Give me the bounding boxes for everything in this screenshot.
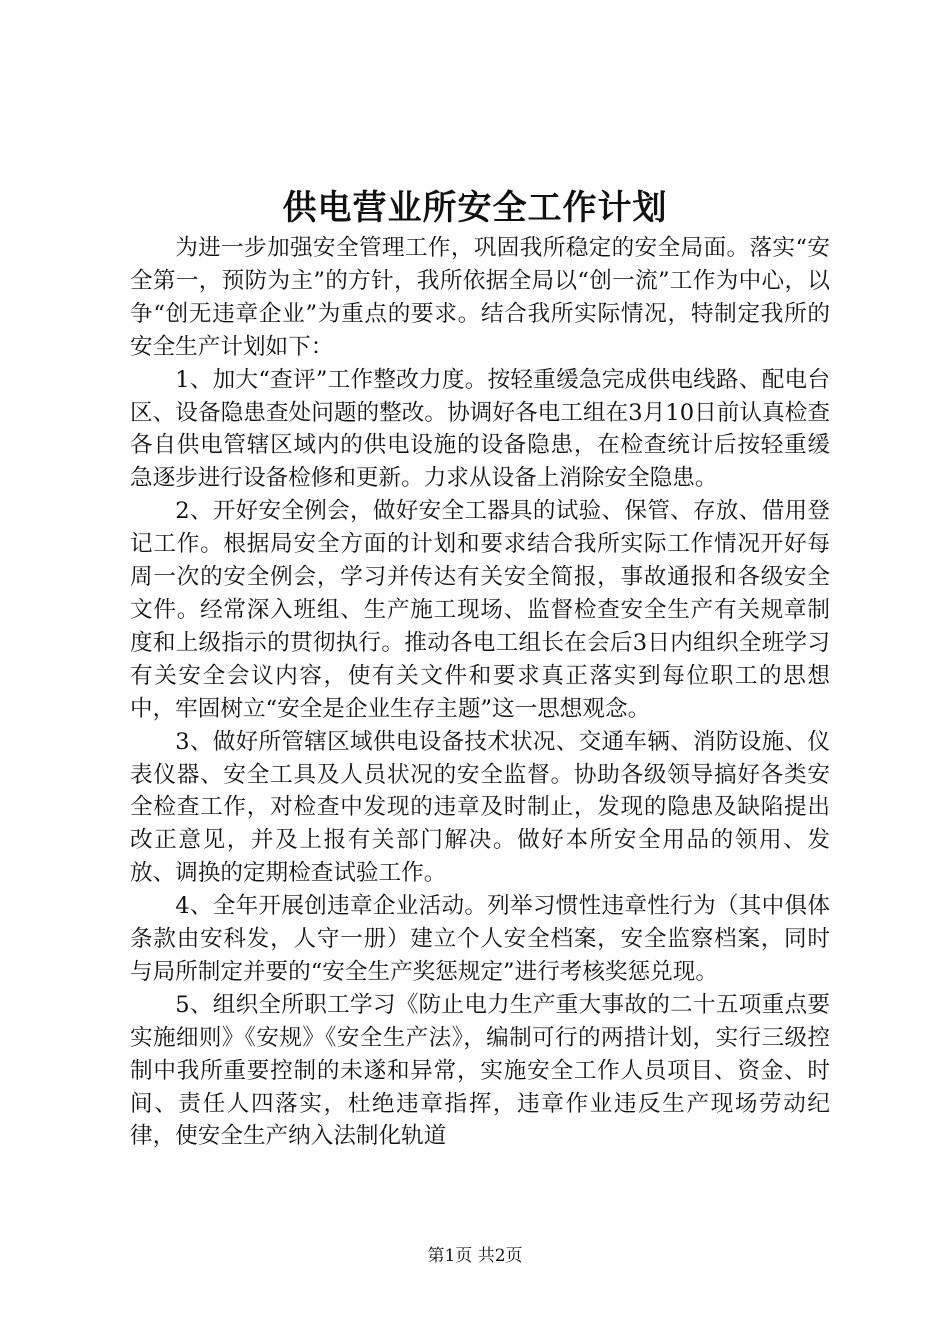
document-title: 供电营业所安全工作计划 [282,188,668,228]
paragraph-intro: 为进一步加强安全管理工作，巩固我所稳定的安全局面。落实“安全第一，预防为主”的方针，我所依据全局以“创一流”工作为中心，以争“创无违章企业”为重点的要求。结合我所实际情况，特制定我所的安全生产计划如下： [130,235,830,360]
paragraph-item-5: 5、组织全所职工学习《防止电力生产重大事故的二十五项重点要实施细则》《安规》《安全生产法》，编制可行的两措计划，实行三级控制中我所重要控制的未遂和异常，实施安全工作人员项目、资金、时间、责任人四落实，杜绝违章指挥，违章作业违反生产现场劳动纪律，使安全生产纳入法制化轨道 [130,991,830,1150]
paragraph-item-2: 2、开好安全例会，做好安全工器具的试验、保管、存放、借用登记工作。根据局安全方面的计划和要求结合我所实际工作情况开好每周一次的安全例会，学习并传达有关安全简报，事故通报和各级安全文件。经常深入班组、生产施工现场、监督检查安全生产有关规章制度和上级指示的贯彻执行。推动各电工组长在会后3日内组织全班学习有关安全会议内容，使有关文件和要求真正落实到每位职工的思想中，牢固树立“安全是企业生存主题”这一思想观念。 [130,498,830,722]
paragraph-item-3: 3、做好所管辖区域供电设备技术状况、交通车辆、消防设施、仪表仪器、安全工具及人员状况的安全监督。协助各级领导搞好各类安全检查工作，对检查中发现的违章及时制止，发现的隐患及缺陷提出改正意见，并及上报有关部门解决。做好本所安全用品的领用、发放、调换的定期检查试验工作。 [130,728,830,887]
paragraph-item-1: 1、加大“查评”工作整改力度。按轻重缓急完成供电线路、配电台区、设备隐患查处问题的整改。协调好各电工组在3月10日前认真检查各自供电管辖区域内的供电设施的设备隐患，在检查统计后按轻重缓急逐步进行设备检修和更新。力求从设备上消除安全隐患。 [130,366,830,492]
paragraph-item-4: 4、全年开展创违章企业活动。列举习惯性违章性行为（其中俱体条款由安科发，人守一册）建立个人安全档案，安全监察档案，同时与局所制定并要的“安全生产奖惩规定”进行考核奖惩兑现。 [130,893,830,985]
page-number-footer: 第1页 共2页 [427,1246,523,1266]
document-body [130,232,830,1153]
